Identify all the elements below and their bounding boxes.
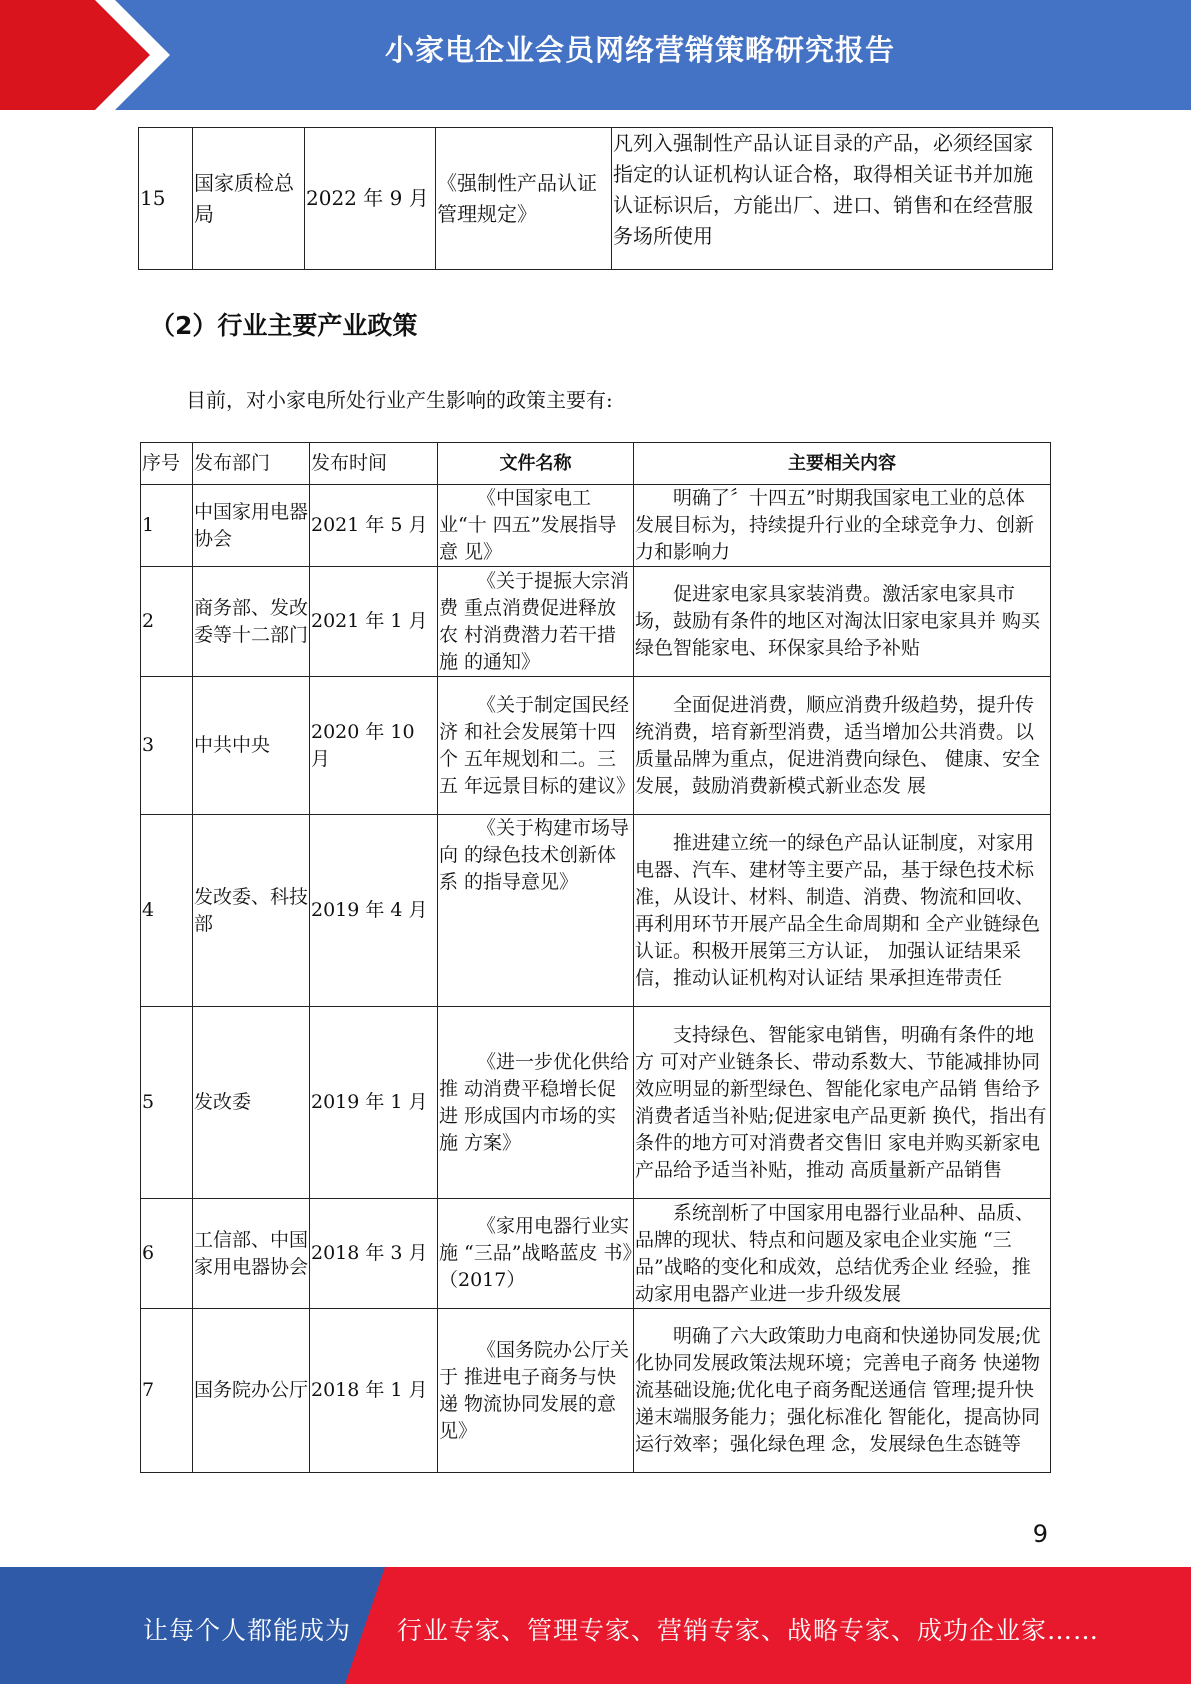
- table-row: [141, 815, 1051, 1007]
- table-row: [141, 677, 1051, 815]
- issue-date: 2018 年 1 月: [310, 1309, 438, 1473]
- row-number: 5: [141, 1007, 193, 1199]
- document-name: 《关于构建市场导向 的绿色技术创新体系 的指导意见》: [438, 815, 634, 1007]
- row-number: 7: [141, 1309, 193, 1473]
- table-row: [139, 128, 1053, 270]
- issue-date: 2021 年 1 月: [310, 567, 438, 677]
- page-footer: [0, 1567, 1191, 1684]
- issuing-department: 中共中央: [193, 677, 310, 815]
- row-number: 15: [139, 128, 193, 270]
- page-header: [0, 0, 1191, 110]
- page-number: 9: [1032, 1520, 1048, 1548]
- issuing-department: 发改委、科技部: [193, 815, 310, 1007]
- policy-table: [140, 442, 1051, 1473]
- row-number: 4: [141, 815, 193, 1007]
- table-row: [141, 485, 1051, 567]
- main-content: 明确了六大政策助力电商和快递协同发展;优化协同发展政策法规环境；完善电子商务 快递物流基础设施;优化电子商务配送通信 管理;提升快递末端服务能力；强化标准化 智能化，提高协同运行效率；强化绿色理 念，发展绿色生态链等: [634, 1309, 1051, 1473]
- table-row: [141, 567, 1051, 677]
- table-header-row: [141, 443, 1051, 485]
- document-name: 《关于制定国民经济 和社会发展第十四个 五年规划和二。三五 年远景目标的建议》: [438, 677, 634, 815]
- main-content: 支持绿色、智能家电销售，明确有条件的地方 可对产业链条长、带动系数大、节能减排协同效应明显的新型绿色、智能化家电产品销 售给予消费者适当补贴;促进家电产品更新 换代，指出有条件的地方可对消费者交售旧 家电并购买新家电产品给予适当补贴，推动 高质量新产品销售: [634, 1007, 1051, 1199]
- document-name: 《进一步优化供给推 动消费平稳增长促进 形成国内市场的实施 方案》: [438, 1007, 634, 1199]
- issuing-department: 国家质检总局: [193, 128, 305, 270]
- issuing-department: 商务部、发改委等十二部门: [193, 567, 310, 677]
- issue-date: 2021 年 5 月: [310, 485, 438, 567]
- report-title: 小家电企业会员网络营销策略研究报告: [384, 33, 895, 67]
- row-number: 1: [141, 485, 193, 567]
- row-number: 2: [141, 567, 193, 677]
- col-header-dept: 发布部门: [193, 443, 310, 485]
- footer-slogan-left: 让每个人都能成为: [143, 1616, 352, 1645]
- issue-date: 2022 年 9 月: [305, 128, 436, 270]
- issue-date: 2020 年 10 月: [310, 677, 438, 815]
- issue-date: 2019 年 1 月: [310, 1007, 438, 1199]
- issuing-department: 发改委: [193, 1007, 310, 1199]
- issue-date: 2018 年 3 月: [310, 1199, 438, 1309]
- row-number: 6: [141, 1199, 193, 1309]
- main-content: 促进家电家具家装消费。激活家电家具市场，鼓励有条件的地区对淘汰旧家电家具并 购买绿色智能家电、环保家具给予补贴: [634, 567, 1051, 677]
- main-content: 系统剖析了中国家用电器行业品种、品质、品牌的现状、特点和问题及家电企业实施 “三品”战略的变化和成效，总结优秀企业 经验，推动家用电器产业进一步升级发展: [634, 1199, 1051, 1309]
- main-content: 全面促进消费，顺应消费升级趋势，提升传 统消费，培育新型消费，适当增加公共消费。以质量品牌为重点，促进消费向绿色、 健康、安全发展，鼓励消费新模式新业态发 展: [634, 677, 1051, 815]
- issuing-department: 工信部、中国家用电器协会: [193, 1199, 310, 1309]
- table-row: [141, 1199, 1051, 1309]
- main-content: 明确了〞十四五”时期我国家电工业的总体 发展目标为，持续提升行业的全球竞争力、创新力和影响力: [634, 485, 1051, 567]
- document-name: 《强制性产品认证管理规定》: [436, 128, 612, 270]
- col-header-content: 主要相关内容: [634, 443, 1051, 485]
- table-row: [141, 1309, 1051, 1473]
- main-content: 凡列入强制性产品认证目录的产品，必须经国家指定的认证机构认证合格，取得相关证书并加施认证标识后，方能出厂、进口、销售和在经营服务场所使用: [612, 128, 1053, 270]
- intro-paragraph: 目前，对小家电所处行业产生影响的政策主要有:: [186, 388, 613, 412]
- main-content: 推进建立统一的绿色产品认证制度，对家用 电器、汽车、建材等主要产品，基于绿色技术标准，从设计、材料、制造、消费、物流和回收、再利用环节开展产品全生命周期和 全产业链绿色认证。积极开展第三方认证， 加强认证结果采信，推动认证机构对认证结 果承担连带责任: [634, 815, 1051, 1007]
- issuing-department: 国务院办公厅: [193, 1309, 310, 1473]
- table-row: [141, 1007, 1051, 1199]
- col-header-date: 发布时间: [310, 443, 438, 485]
- issue-date: 2019 年 4 月: [310, 815, 438, 1007]
- document-name: 《家用电器行业实施 “三品”战略蓝皮 书》（2017）: [438, 1199, 634, 1309]
- col-header-doc: 文件名称: [438, 443, 634, 485]
- document-name: 《中国家电工业“十 四五”发展指导意 见》: [438, 485, 634, 567]
- issuing-department: 中国家用电器协会: [193, 485, 310, 567]
- col-header-no: 序号: [141, 443, 193, 485]
- prev-regulation-table: [138, 127, 1053, 270]
- row-number: 3: [141, 677, 193, 815]
- footer-slogan-right: 行业专家、管理专家、营销专家、战略专家、成功企业家……: [397, 1616, 1100, 1645]
- document-name: 《国务院办公厅关于 推进电子商务与快递 物流协同发展的意 见》: [438, 1309, 634, 1473]
- section-heading: （2）行业主要产业政策: [150, 311, 418, 340]
- document-name: 《关于提振大宗消费 重点消费促进释放农 村消费潜力若干措施 的通知》: [438, 567, 634, 677]
